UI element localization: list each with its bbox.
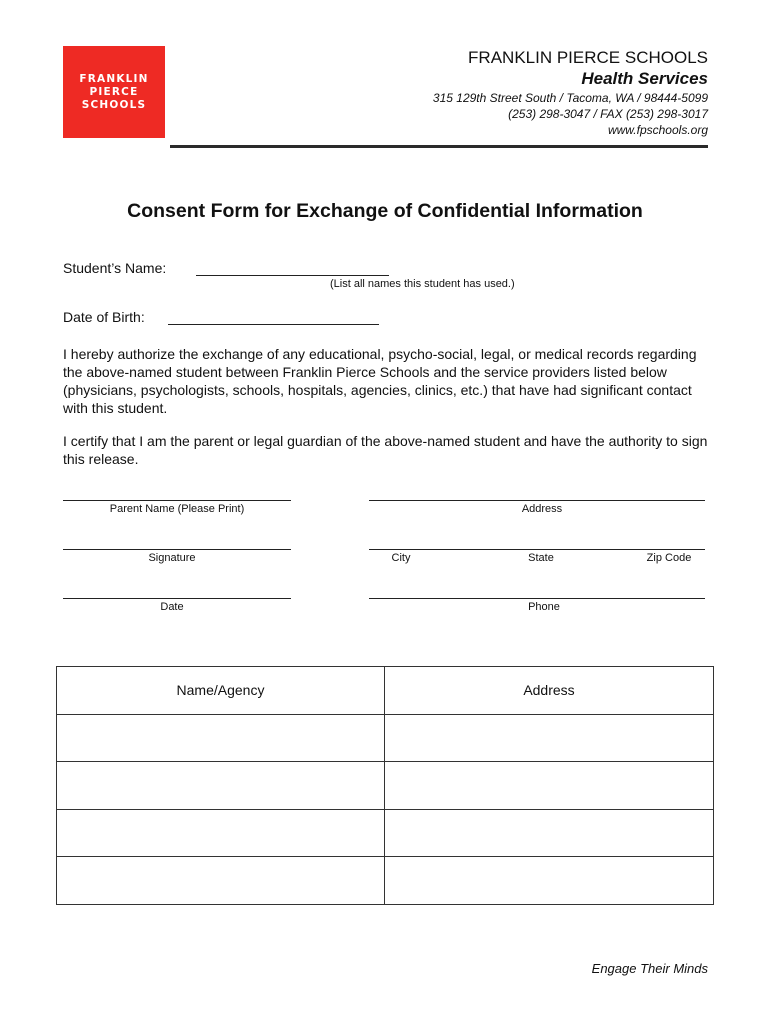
student-name-hint: (List all names this student has used.) (330, 278, 515, 290)
footer-tagline: Engage Their Minds (591, 961, 708, 976)
city-caption: City (391, 552, 411, 564)
student-name-field[interactable] (196, 275, 389, 276)
phone-field[interactable] (369, 598, 705, 599)
header-divider (170, 145, 708, 148)
franklin-pierce-logo (63, 46, 165, 138)
agency-address-cell[interactable] (385, 762, 714, 810)
org-name: FRANKLIN PIERCE SCHOOLS (468, 48, 708, 67)
agency-name-cell[interactable] (57, 809, 385, 857)
logo-line-3: SCHOOLS (81, 98, 147, 111)
address-caption: Address (521, 503, 563, 515)
parent-name-field[interactable] (63, 500, 291, 501)
logo-line-2: PIERCE (89, 85, 139, 98)
date-field[interactable] (63, 598, 291, 599)
table-row (57, 714, 714, 762)
phone-caption: Phone (528, 601, 560, 613)
form-title: Consent Form for Exchange of Confidential Information (127, 200, 643, 222)
dob-label: Date of Birth: (63, 309, 145, 325)
org-website: www.fpschools.org (607, 123, 708, 137)
address-field[interactable] (369, 500, 705, 501)
org-phone-fax: (253) 298-3047 / FAX (253) 298-3017 (508, 107, 708, 121)
department-name: Health Services (581, 69, 708, 88)
table-header-row (57, 667, 714, 715)
dob-field[interactable] (168, 324, 379, 325)
name-agency-header: Name/Agency (57, 667, 385, 715)
agency-address-cell[interactable] (385, 714, 714, 762)
table-row (57, 809, 714, 857)
logo-line-1: FRANKLIN (79, 72, 149, 85)
parent-name-caption: Parent Name (Please Print) (109, 503, 245, 515)
zip-caption: Zip Code (646, 552, 692, 564)
agency-name-cell[interactable] (57, 714, 385, 762)
org-address: 315 129th Street South / Tacoma, WA / 98444-5099 (432, 91, 708, 105)
city-state-zip-field[interactable] (369, 549, 705, 550)
table-row (57, 857, 714, 905)
state-caption: State (528, 552, 554, 564)
signature-field[interactable] (63, 549, 291, 550)
date-caption: Date (160, 601, 184, 613)
agency-name-cell[interactable] (57, 762, 385, 810)
letterhead (433, 48, 708, 138)
providers-table (56, 666, 714, 905)
student-name-label: Student’s Name: (63, 260, 167, 276)
agency-address-cell[interactable] (385, 857, 714, 905)
authorization-paragraph: I hereby authorize the exchange of any educational, psycho-social, legal, or medical records regarding the above-named student between Franklin Pierce Schools and the service providers listed below (physicians, psychologists, schools, hospitals, agencies, clinics, etc.) that have had significant contact with this student. (63, 346, 697, 416)
agency-name-cell[interactable] (57, 857, 385, 905)
certification-paragraph: I certify that I am the parent or legal guardian of the above-named student and have the authority to sign this release. (63, 433, 708, 467)
signature-caption: Signature (148, 552, 196, 564)
agency-address-cell[interactable] (385, 809, 714, 857)
table-row (57, 762, 714, 810)
address-header: Address (385, 667, 714, 715)
